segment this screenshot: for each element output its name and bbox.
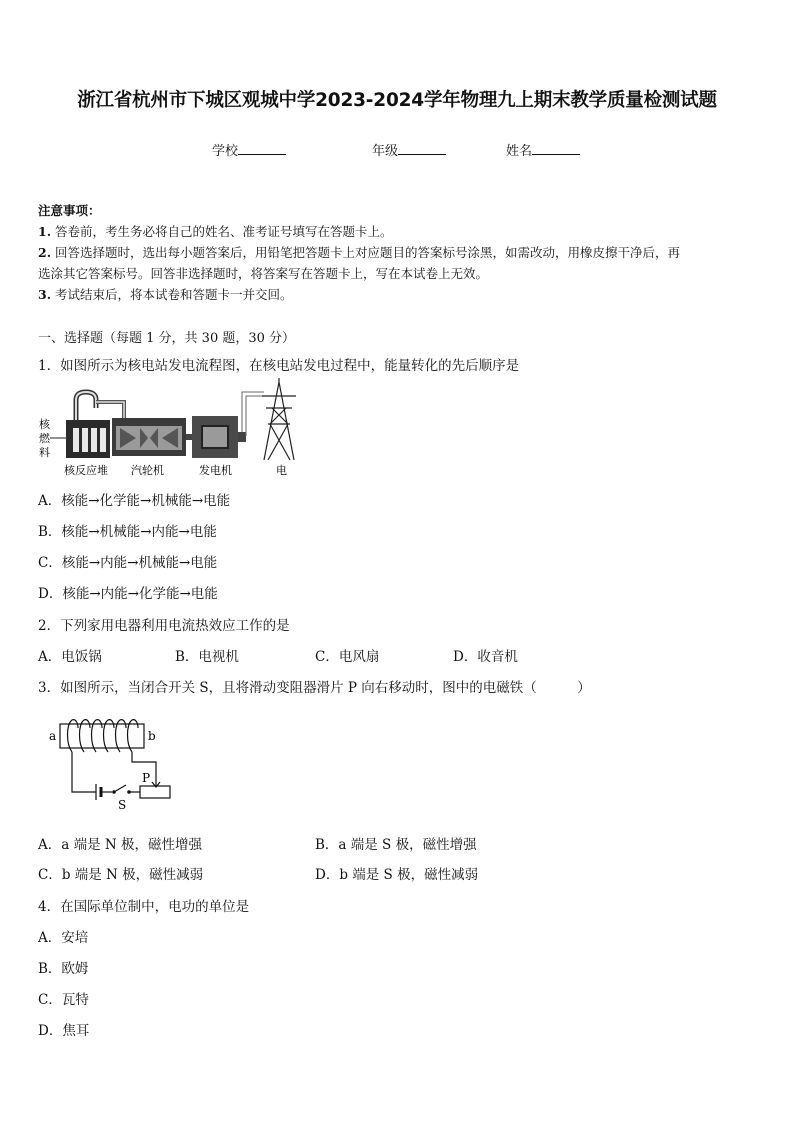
q1-option-d[interactable]: D．核能→内能→化学能→电能	[38, 586, 218, 602]
q3-option-d[interactable]: D．b 端是 S 极，磁性减弱	[315, 867, 479, 883]
electromagnet-circuit-diagram	[44, 714, 184, 814]
school-blank[interactable]	[238, 142, 286, 155]
electricity-label: 电	[276, 464, 287, 477]
rheostat	[140, 786, 170, 798]
q4-option-b[interactable]: B．欧姆	[38, 961, 89, 977]
note-item: 2. 回答选择题时，选出每小题答案后，用铅笔把答题卡上对应题目的答案标号涂黑，如需改动，用橡皮擦干净后，再	[38, 245, 681, 260]
question-3-stem: 3．如图所示，当闭合开关 S，且将滑动变阻器滑片 P 向右移动时，图中的电磁铁（ ）	[38, 680, 591, 696]
notes-heading: 注意事项：	[38, 203, 101, 218]
battery	[96, 784, 101, 800]
q4-option-c[interactable]: C．瓦特	[38, 992, 89, 1008]
q4-option-a[interactable]: A．安培	[38, 930, 89, 946]
reactor-label: 核反应堆	[64, 464, 108, 477]
turbine-label: 汽轮机	[131, 464, 164, 477]
school-label: 学校	[212, 144, 239, 159]
q2-option-a[interactable]: A．电饭锅	[38, 649, 102, 665]
grade-blank[interactable]	[398, 142, 446, 155]
q2-option-b[interactable]: B．电视机	[175, 649, 239, 665]
q1-option-a[interactable]: A．核能→化学能→机械能→电能	[38, 493, 231, 509]
section-title: 一、选择题（每题 1 分，共 30 题，30 分）	[38, 331, 296, 346]
note-item: 3. 考试结束后，将本试卷和答题卡一并交回。	[38, 287, 293, 302]
q3-option-a[interactable]: A．a 端是 N 极，磁性增强	[38, 837, 202, 853]
notes-block	[38, 200, 680, 305]
switch[interactable]	[112, 785, 131, 794]
question-4-stem: 4．在国际单位制中，电功的单位是	[38, 899, 250, 915]
grade-field	[372, 140, 446, 159]
name-field	[506, 140, 580, 159]
grade-label: 年级	[372, 144, 399, 159]
note-item-continued: 选涂其它答案标号。回答非选择题时，将答案写在答题卡上，写在本试卷上无效。	[38, 266, 489, 281]
svg-text:料: 料	[39, 446, 50, 459]
q1-option-c[interactable]: C．核能→内能→机械能→电能	[38, 555, 218, 571]
school-field	[212, 140, 286, 159]
q3-option-b[interactable]: B．a 端是 S 极，磁性增强	[315, 837, 477, 853]
turbine-icon	[112, 418, 186, 456]
nuclear-plant-diagram	[36, 378, 306, 480]
slider-label: P	[142, 771, 151, 785]
power-tower-icon	[262, 378, 296, 460]
fuel-label: 核	[39, 418, 50, 431]
end-a-label: a	[49, 729, 57, 743]
note-item: 1. 答卷前，考生务必将自己的姓名、准考证号填写在答题卡上。	[38, 224, 393, 239]
q1-option-b[interactable]: B．核能→机械能→内能→电能	[38, 524, 217, 540]
q2-option-d[interactable]: D．收音机	[453, 649, 518, 665]
exam-title: 浙江省杭州市下城区观城中学2023-2024学年物理九上期末教学质量检测试题	[77, 90, 717, 111]
q2-option-c[interactable]: C．电风扇	[315, 649, 380, 665]
generator-label: 发电机	[199, 464, 232, 477]
switch-label: S	[118, 798, 127, 812]
q3-option-c[interactable]: C．b 端是 N 极，磁性减弱	[38, 867, 204, 883]
end-b-label: b	[148, 729, 156, 743]
name-blank[interactable]	[532, 142, 580, 155]
question-2-stem: 2．下列家用电器利用电流热效应工作的是	[38, 618, 290, 634]
generator-icon	[192, 416, 246, 458]
name-label: 姓名	[506, 144, 533, 159]
question-1-stem: 1．如图所示为核电站发电流程图，在核电站发电过程中，能量转化的先后顺序是	[38, 358, 520, 374]
q4-option-d[interactable]: D．焦耳	[38, 1023, 90, 1039]
svg-text:燃: 燃	[39, 432, 50, 445]
